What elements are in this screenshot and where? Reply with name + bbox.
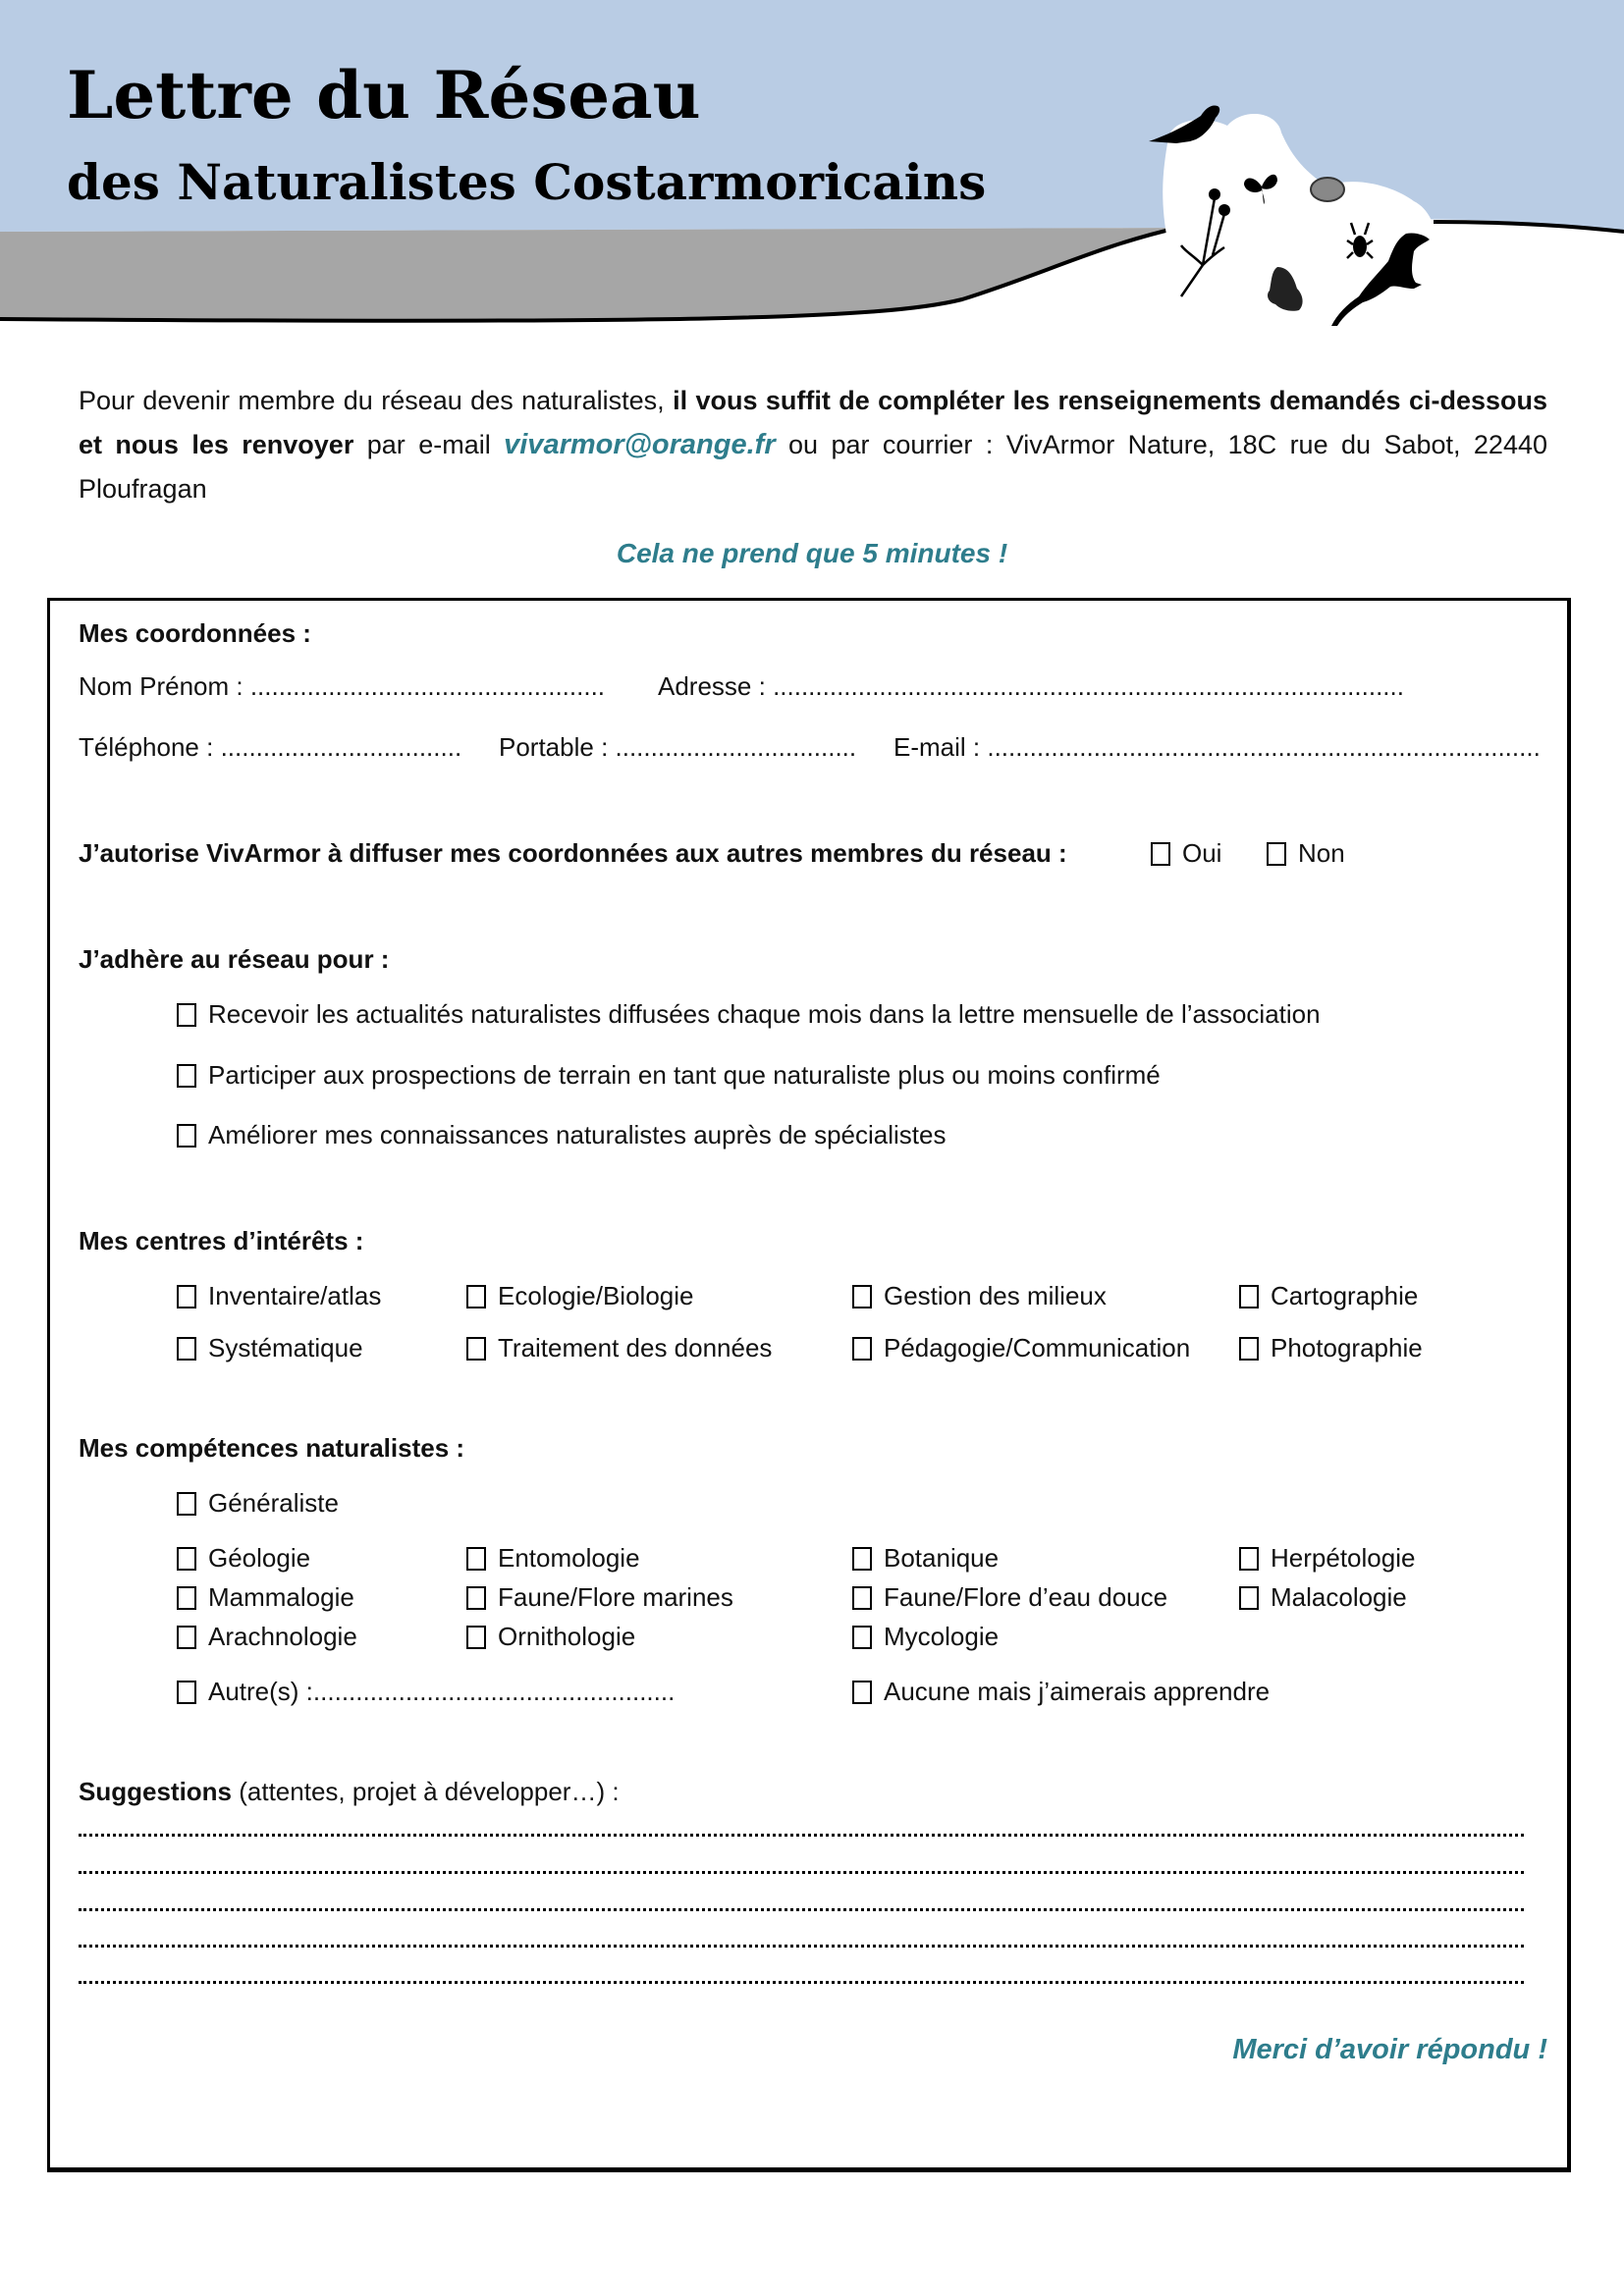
- checkbox-square-icon[interactable]: [177, 1626, 196, 1649]
- shell-icon: [1309, 175, 1346, 204]
- checkbox-label: Gestion des milieux: [884, 1281, 1107, 1310]
- checkbox-square-icon[interactable]: [466, 1337, 486, 1361]
- checkbox-square-icon[interactable]: [177, 1285, 196, 1308]
- form-box: [47, 598, 1571, 2172]
- checkbox-square-icon[interactable]: [1239, 1586, 1259, 1610]
- checkbox-oui[interactable]: [1151, 838, 1221, 869]
- page-header: [0, 0, 1624, 334]
- checkbox-label: Non: [1298, 838, 1345, 868]
- adresse-field[interactable]: [658, 671, 1404, 702]
- checkbox-label: Traitement des données: [498, 1333, 773, 1362]
- checkbox-competence[interactable]: [177, 1543, 310, 1574]
- checkbox-label: Ecologie/Biologie: [498, 1281, 694, 1310]
- suggestion-input-line[interactable]: [79, 1834, 1524, 1837]
- intro-text-1: Pour devenir membre du réseau des naturalistes,: [79, 386, 674, 415]
- checkbox-label: Recevoir les actualités naturalistes diffusées chaque mois dans la lettre mensuelle de l’association: [208, 999, 1321, 1029]
- checkbox-label: Entomologie: [498, 1543, 640, 1573]
- checkbox-label: Faune/Flore d’eau douce: [884, 1582, 1168, 1612]
- intro-text-3: ou par courrier : VivArmor Nature, 18C rue du Sabot, 22440 Ploufragan: [79, 430, 1547, 504]
- intro-paragraph: [79, 379, 1547, 511]
- email-link[interactable]: vivarmor@orange.fr: [504, 429, 776, 460]
- portable-input-line[interactable]: ..................................: [615, 732, 857, 762]
- checkbox-square-icon[interactable]: [1239, 1547, 1259, 1571]
- checkbox-label: Aucune mais j’aimerais apprendre: [884, 1677, 1271, 1706]
- intro-text-2: par e-mail: [353, 430, 505, 459]
- checkbox-label: Systématique: [208, 1333, 363, 1362]
- checkbox-competence[interactable]: [177, 1622, 357, 1652]
- suggestions-title: [79, 1777, 620, 1807]
- telephone-input-line[interactable]: ..................................: [220, 732, 462, 762]
- checkbox-square-icon[interactable]: [1239, 1337, 1259, 1361]
- checkbox-square-icon[interactable]: [852, 1337, 872, 1361]
- checkbox-label: Mycologie: [884, 1622, 1000, 1651]
- suggestion-input-line[interactable]: [79, 1908, 1524, 1911]
- intro-bold-text: il vous suffit de compléter les renseignements demandés ci-dessous et nous les renvoyer: [79, 386, 1548, 459]
- checkbox-label: Améliorer mes connaissances naturalistes auprès de spécialistes: [208, 1120, 947, 1149]
- checkbox-non[interactable]: [1267, 838, 1345, 869]
- checkbox-interet[interactable]: [852, 1281, 1107, 1311]
- interets-title: Mes centres d’intérêts :: [79, 1226, 364, 1255]
- checkbox-competence[interactable]: [1239, 1543, 1415, 1574]
- nom-prenom-field[interactable]: [79, 671, 605, 702]
- checkbox-square-icon[interactable]: [466, 1586, 486, 1610]
- checkbox-square-icon[interactable]: [466, 1626, 486, 1649]
- checkbox-competence[interactable]: [1239, 1582, 1407, 1613]
- checkbox-label: Oui: [1182, 838, 1222, 868]
- checkbox-square-icon[interactable]: [177, 1681, 196, 1704]
- checkbox-square-icon[interactable]: [177, 1547, 196, 1571]
- checkbox-square-icon[interactable]: [852, 1547, 872, 1571]
- checkbox-label: Herpétologie: [1271, 1543, 1416, 1573]
- checkbox-square-icon[interactable]: [177, 1124, 196, 1148]
- checkbox-square-icon[interactable]: [177, 1337, 196, 1361]
- checkbox-square-icon[interactable]: [852, 1681, 872, 1704]
- checkbox-label: Inventaire/atlas: [208, 1281, 382, 1310]
- email-label: E-mail :: [893, 732, 988, 762]
- coordonnees-title: Mes coordonnées :: [79, 618, 311, 648]
- checkbox-square-icon[interactable]: [177, 1064, 196, 1088]
- bird-icon: [1147, 98, 1225, 147]
- portable-field[interactable]: [499, 732, 856, 763]
- suggestion-input-line[interactable]: [79, 1981, 1524, 1984]
- checkbox-square-icon[interactable]: [852, 1626, 872, 1649]
- checkbox-autres[interactable]: [177, 1677, 675, 1707]
- checkbox-interet[interactable]: [466, 1281, 693, 1311]
- nom-prenom-label: Nom Prénom :: [79, 671, 250, 701]
- checkbox-label: Faune/Flore marines: [498, 1582, 733, 1612]
- suggestions-title-bold: Suggestions: [79, 1777, 233, 1806]
- checkbox-label: Autre(s) :: [208, 1677, 313, 1706]
- tagline: Cela ne prend que 5 minutes !: [616, 538, 1008, 568]
- checkbox-square-icon[interactable]: [852, 1586, 872, 1610]
- checkbox-square-icon[interactable]: [177, 1492, 196, 1516]
- checkbox-label: Mammalogie: [208, 1582, 354, 1612]
- adresse-input-line[interactable]: .........................................................................................: [773, 671, 1404, 701]
- header-title-line2: des Naturalistes Costarmoricains: [67, 153, 987, 211]
- suggestion-input-line[interactable]: [79, 1945, 1524, 1948]
- adresse-label: Adresse :: [658, 671, 774, 701]
- checkbox-label: Botanique: [884, 1543, 1000, 1573]
- checkbox-interet[interactable]: [1239, 1281, 1418, 1311]
- checkbox-square-icon[interactable]: [852, 1285, 872, 1308]
- flower-icon: [1173, 187, 1242, 299]
- checkbox-label: Arachnologie: [208, 1622, 357, 1651]
- checkbox-competence[interactable]: [466, 1622, 635, 1652]
- checkbox-label: Malacologie: [1271, 1582, 1407, 1612]
- suggestion-input-line[interactable]: [79, 1871, 1524, 1874]
- header-title-line1: Lettre du Réseau: [67, 57, 701, 133]
- checkbox-competence[interactable]: [852, 1543, 999, 1574]
- checkbox-square-icon[interactable]: [1239, 1285, 1259, 1308]
- checkbox-generaliste[interactable]: [177, 1488, 339, 1519]
- competences-title: Mes compétences naturalistes :: [79, 1433, 465, 1463]
- checkbox-interet[interactable]: [466, 1333, 772, 1363]
- checkbox-adhesion-prospections[interactable]: [177, 1060, 1161, 1091]
- email-field[interactable]: [893, 732, 1541, 763]
- portable-label: Portable :: [499, 732, 616, 762]
- checkbox-interet[interactable]: [177, 1333, 363, 1363]
- checkbox-label: Géologie: [208, 1543, 311, 1573]
- checkbox-interet[interactable]: [177, 1281, 381, 1311]
- checkbox-square-icon[interactable]: [466, 1547, 486, 1571]
- checkbox-square-icon[interactable]: [177, 1586, 196, 1610]
- checkbox-label: Photographie: [1271, 1333, 1423, 1362]
- checkbox-label: Cartographie: [1271, 1281, 1419, 1310]
- checkbox-interet[interactable]: [852, 1333, 1190, 1363]
- checkbox-square-icon[interactable]: [177, 1003, 196, 1027]
- adhesion-title: J’adhère au réseau pour :: [79, 944, 390, 974]
- checkbox-adhesion-actualites[interactable]: [177, 999, 1321, 1030]
- checkbox-square-icon[interactable]: [1151, 842, 1170, 866]
- email-input-line[interactable]: ..............................................................................: [987, 732, 1541, 762]
- checkbox-competence[interactable]: [466, 1582, 733, 1613]
- checkbox-label: Généraliste: [208, 1488, 339, 1518]
- checkbox-label: Ornithologie: [498, 1622, 636, 1651]
- checkbox-label: Pédagogie/Communication: [884, 1333, 1191, 1362]
- telephone-field[interactable]: [79, 732, 461, 763]
- checkbox-competence[interactable]: [852, 1582, 1167, 1613]
- checkbox-competence[interactable]: [852, 1622, 999, 1652]
- suggestions-title-rest: (attentes, projet à développer…) :: [232, 1777, 620, 1806]
- thanks-message: Merci d’avoir répondu !: [1232, 2034, 1547, 2065]
- checkbox-aucune[interactable]: [852, 1677, 1270, 1707]
- weasel-icon: [1327, 226, 1435, 329]
- frog-icon: [1264, 265, 1308, 314]
- checkbox-square-icon[interactable]: [466, 1285, 486, 1308]
- autorisation-label: J’autorise VivArmor à diffuser mes coordonnées aux autres membres du réseau :: [79, 838, 1067, 868]
- checkbox-square-icon[interactable]: [1267, 842, 1286, 866]
- butterfly-icon: [1242, 167, 1281, 206]
- checkbox-competence[interactable]: [177, 1582, 354, 1613]
- checkbox-label: Participer aux prospections de terrain en tant que naturaliste plus ou moins confirmé: [208, 1060, 1161, 1090]
- checkbox-adhesion-connaissances[interactable]: [177, 1120, 946, 1150]
- autres-input-line[interactable]: ...................................................: [312, 1677, 676, 1706]
- checkbox-competence[interactable]: [466, 1543, 640, 1574]
- nom-prenom-input-line[interactable]: ..................................................: [249, 671, 606, 701]
- checkbox-interet[interactable]: [1239, 1333, 1423, 1363]
- telephone-label: Téléphone :: [79, 732, 221, 762]
